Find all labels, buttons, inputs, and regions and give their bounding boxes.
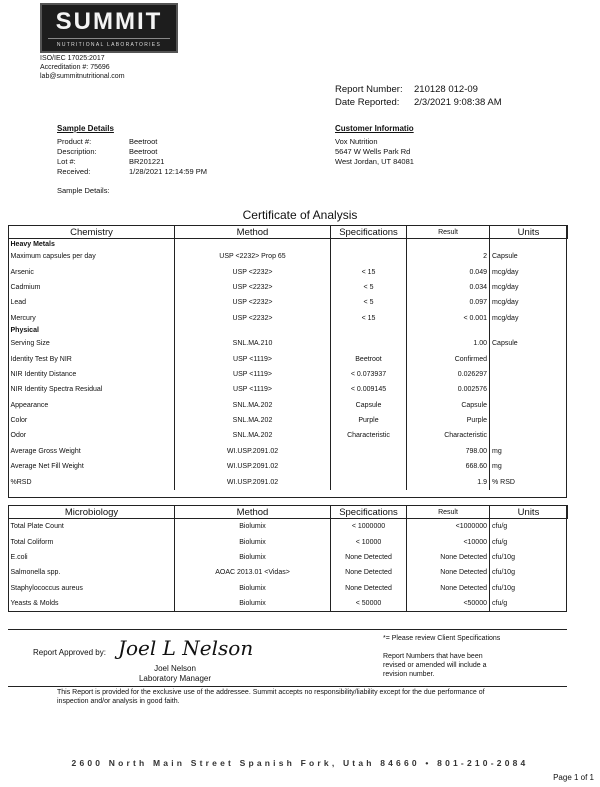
sample-values	[129, 137, 207, 177]
header-method: Method	[175, 506, 331, 519]
product-label: Product #:	[57, 137, 92, 146]
header-result: Result	[407, 506, 490, 519]
test-name: Color	[9, 413, 175, 428]
result: 1.9	[407, 474, 490, 489]
header-method: Method	[175, 226, 331, 239]
group-row	[9, 239, 568, 250]
result: <1000000	[407, 519, 490, 535]
chemistry-table	[8, 225, 568, 490]
table-row	[9, 581, 568, 596]
specification	[331, 249, 407, 264]
group-spacer	[490, 239, 568, 250]
received-label: Received:	[57, 167, 91, 176]
test-name: Total Coliform	[9, 534, 175, 549]
approved-by-label: Report Approved by:	[33, 648, 106, 657]
specification: < 15	[331, 311, 407, 326]
logo-divider	[48, 38, 170, 39]
approver-name: Joel Nelson	[154, 664, 196, 673]
test-name: Arsenic	[9, 264, 175, 279]
test-name: %RSD	[9, 474, 175, 489]
units: cfu/10g	[492, 584, 515, 592]
units	[490, 382, 568, 397]
group-spacer	[407, 239, 490, 250]
disclaimer-line2: inspection and/or analysis in good faith.	[57, 698, 180, 705]
table-row	[9, 295, 568, 310]
test-name: Yeasts & Molds	[9, 596, 175, 611]
specification: None Detected	[331, 550, 407, 565]
result: Capsule	[407, 398, 490, 413]
method: USP <2232>	[175, 280, 331, 295]
lab-info	[40, 54, 125, 81]
units: Capsule	[492, 253, 518, 261]
result: 1.00	[407, 336, 490, 351]
method: SNL.MA.202	[175, 428, 331, 443]
group-spacer	[331, 239, 407, 250]
method: WI.USP.2091.02	[175, 459, 331, 474]
test-name: Maximum capsules per day	[9, 249, 175, 264]
result: Confirmed	[407, 351, 490, 366]
specification: < 0.009145	[331, 382, 407, 397]
revision-note-line1: Report Numbers that have been	[383, 653, 483, 660]
header-test: Chemistry	[9, 226, 175, 239]
page-number: Page 1 of 1	[553, 773, 594, 782]
group-label: Heavy Metals	[9, 239, 175, 250]
approver-role: Laboratory Manager	[138, 674, 212, 683]
microbiology-table	[8, 505, 568, 611]
customer-heading: Customer Informatio	[335, 124, 414, 133]
specification: Beetroot	[331, 351, 407, 366]
group-label: Physical	[9, 326, 175, 336]
result: 0.026297	[407, 367, 490, 382]
specification: < 0.073937	[331, 367, 407, 382]
iso-text: ISO/IEC 17025:2017	[40, 55, 105, 62]
table-row	[9, 550, 568, 565]
approval-top-rule	[8, 629, 567, 630]
accreditation-text: Accreditation #: 75696	[40, 64, 110, 71]
result: < 0.001	[407, 311, 490, 326]
approver	[100, 664, 250, 684]
test-name: Average Gross Weight	[9, 444, 175, 459]
footer-address: 2600 North Main Street Spanish Fork, Utah 84660 • 801-210-2084	[71, 758, 529, 768]
header-specifications: Specifications	[331, 226, 407, 239]
result: Purple	[407, 413, 490, 428]
method: SNL.MA.210	[175, 336, 331, 351]
table-row	[9, 264, 568, 279]
specification	[331, 474, 407, 489]
units: mg	[492, 463, 502, 471]
group-spacer	[331, 326, 407, 336]
units: cfu/g	[492, 600, 508, 608]
spec-note: *= Please review Client Specifications	[383, 635, 501, 642]
table-row	[9, 459, 568, 474]
specification: Purple	[331, 413, 407, 428]
table-row	[9, 280, 568, 295]
header-row	[9, 226, 568, 239]
customer-city: West Jordan, UT 84081	[335, 157, 414, 166]
units: mcg/day	[492, 283, 519, 291]
specification	[331, 336, 407, 351]
units: cfu/10g	[492, 569, 515, 577]
header-specifications: Specifications	[331, 506, 407, 519]
table-row	[9, 311, 568, 326]
method: USP <2232> Prop 65	[175, 249, 331, 264]
table-row	[9, 596, 568, 611]
units	[490, 428, 568, 443]
method: Biolumix	[175, 581, 331, 596]
header-units: Units	[490, 226, 568, 239]
method: Biolumix	[175, 596, 331, 611]
specification: Characteristic	[331, 428, 407, 443]
test-name: Salmonella spp.	[9, 565, 175, 580]
test-name: Staphylococcus aureus	[9, 581, 175, 596]
customer-name: Vox Nutrition	[335, 137, 378, 146]
approval-bottom-rule	[8, 686, 567, 687]
specification: None Detected	[331, 565, 407, 580]
table-row	[9, 336, 568, 351]
sample-labels	[57, 137, 97, 177]
test-name: Identity Test By NIR	[9, 351, 175, 366]
date-reported-label: Date Reported:	[335, 97, 400, 108]
result: 798.00	[407, 444, 490, 459]
header-result: Result	[407, 226, 490, 239]
header-row	[9, 506, 568, 519]
result: 0.097	[407, 295, 490, 310]
test-name: Appearance	[9, 398, 175, 413]
table-row	[9, 367, 568, 382]
description-label: Description:	[57, 147, 97, 156]
units: cfu/g	[492, 523, 508, 531]
summit-logo	[40, 3, 178, 53]
table-row	[9, 534, 568, 549]
method: AOAC 2013.01 <Vidas>	[175, 565, 331, 580]
table-row	[9, 474, 568, 489]
table-row	[9, 428, 568, 443]
test-name: Average Net Fill Weight	[9, 459, 175, 474]
date-reported: 2/3/2021 9:08:38 AM	[414, 97, 502, 108]
test-name: Mercury	[9, 311, 175, 326]
test-name: Odor	[9, 428, 175, 443]
test-name: NIR Identity Distance	[9, 367, 175, 382]
table-row	[9, 565, 568, 580]
method: WI.USP.2091.02	[175, 474, 331, 489]
test-name: Lead	[9, 295, 175, 310]
table-row	[9, 444, 568, 459]
revision-note	[383, 652, 487, 679]
product-value: Beetroot	[129, 137, 158, 146]
method: USP <1119>	[175, 367, 331, 382]
result: Characteristic	[407, 428, 490, 443]
units: cfu/g	[492, 538, 508, 546]
method: USP <2232>	[175, 295, 331, 310]
group-spacer	[407, 326, 490, 336]
units: Capsule	[492, 340, 518, 348]
specification: < 10000	[331, 534, 407, 549]
test-name: Serving Size	[9, 336, 175, 351]
table-row	[9, 382, 568, 397]
sample-details-label: Sample Details:	[57, 186, 110, 195]
specification: < 50000	[331, 596, 407, 611]
method: USP <2232>	[175, 311, 331, 326]
table-row	[9, 351, 568, 366]
table-row	[9, 413, 568, 428]
group-spacer	[175, 239, 331, 250]
test-name: E.coli	[9, 550, 175, 565]
units: mcg/day	[492, 314, 519, 322]
method: Biolumix	[175, 519, 331, 535]
units	[490, 398, 568, 413]
customer-address: 5647 W Wells Park Rd	[335, 147, 411, 156]
method: Biolumix	[175, 550, 331, 565]
result: 668.60	[407, 459, 490, 474]
units: mcg/day	[492, 268, 519, 276]
units: mg	[492, 447, 502, 455]
specification	[331, 444, 407, 459]
units	[490, 351, 568, 366]
table-row	[9, 249, 568, 264]
units: % RSD	[492, 478, 515, 486]
units: mcg/day	[492, 299, 519, 307]
method: SNL.MA.202	[175, 398, 331, 413]
group-spacer	[175, 326, 331, 336]
method: USP <1119>	[175, 351, 331, 366]
logo-subtitle: NUTRITIONAL LABORATORIES	[56, 42, 162, 48]
result: 2	[407, 249, 490, 264]
table-row	[9, 519, 568, 535]
units	[490, 367, 568, 382]
method: Biolumix	[175, 534, 331, 549]
group-spacer	[490, 326, 568, 336]
customer-info	[335, 137, 414, 167]
specification: < 5	[331, 295, 407, 310]
result: <50000	[407, 596, 490, 611]
specification: < 1000000	[331, 519, 407, 535]
disclaimer	[57, 688, 485, 706]
result: 0.049	[407, 264, 490, 279]
lab-email: lab@summitnutritional.com	[40, 73, 125, 80]
header-units: Units	[490, 506, 568, 519]
sample-details-heading: Sample Details	[57, 124, 114, 133]
signature: Joel L Nelson	[118, 636, 254, 660]
result: None Detected	[407, 550, 490, 565]
revision-note-line2: revised or amended will include a	[383, 662, 487, 669]
method: WI.USP.2091.02	[175, 444, 331, 459]
result: None Detected	[407, 581, 490, 596]
header-test: Microbiology	[9, 506, 175, 519]
units: cfu/10g	[492, 553, 515, 561]
logo-wordmark: SUMMIT	[55, 8, 163, 35]
specification	[331, 459, 407, 474]
test-name: Total Plate Count	[9, 519, 175, 535]
result: 0.034	[407, 280, 490, 295]
revision-note-line3: revision number.	[383, 671, 435, 678]
lot-value: BR201221	[129, 157, 165, 166]
specification: None Detected	[331, 581, 407, 596]
units	[490, 413, 568, 428]
report-number-label: Report Number:	[335, 84, 403, 95]
disclaimer-line1: This Report is provided for the exclusive use of the addressee. Summit accepts no responsibility/liability except for the due performance of	[57, 689, 485, 696]
method: SNL.MA.202	[175, 413, 331, 428]
specification: < 15	[331, 264, 407, 279]
group-row	[9, 326, 568, 336]
result: <10000	[407, 534, 490, 549]
received-value: 1/28/2021 12:14:59 PM	[129, 167, 207, 176]
report-number: 210128 012-09	[414, 84, 478, 95]
result: 0.002576	[407, 382, 490, 397]
table-row	[9, 398, 568, 413]
result: None Detected	[407, 565, 490, 580]
specification: < 5	[331, 280, 407, 295]
test-name: NIR Identity Spectra Residual	[9, 382, 175, 397]
certificate-title: Certificate of Analysis	[242, 208, 358, 222]
description-value: Beetroot	[129, 147, 158, 156]
specification: Capsule	[331, 398, 407, 413]
method: USP <1119>	[175, 382, 331, 397]
method: USP <2232>	[175, 264, 331, 279]
lot-label: Lot #:	[57, 157, 76, 166]
test-name: Cadmium	[9, 280, 175, 295]
